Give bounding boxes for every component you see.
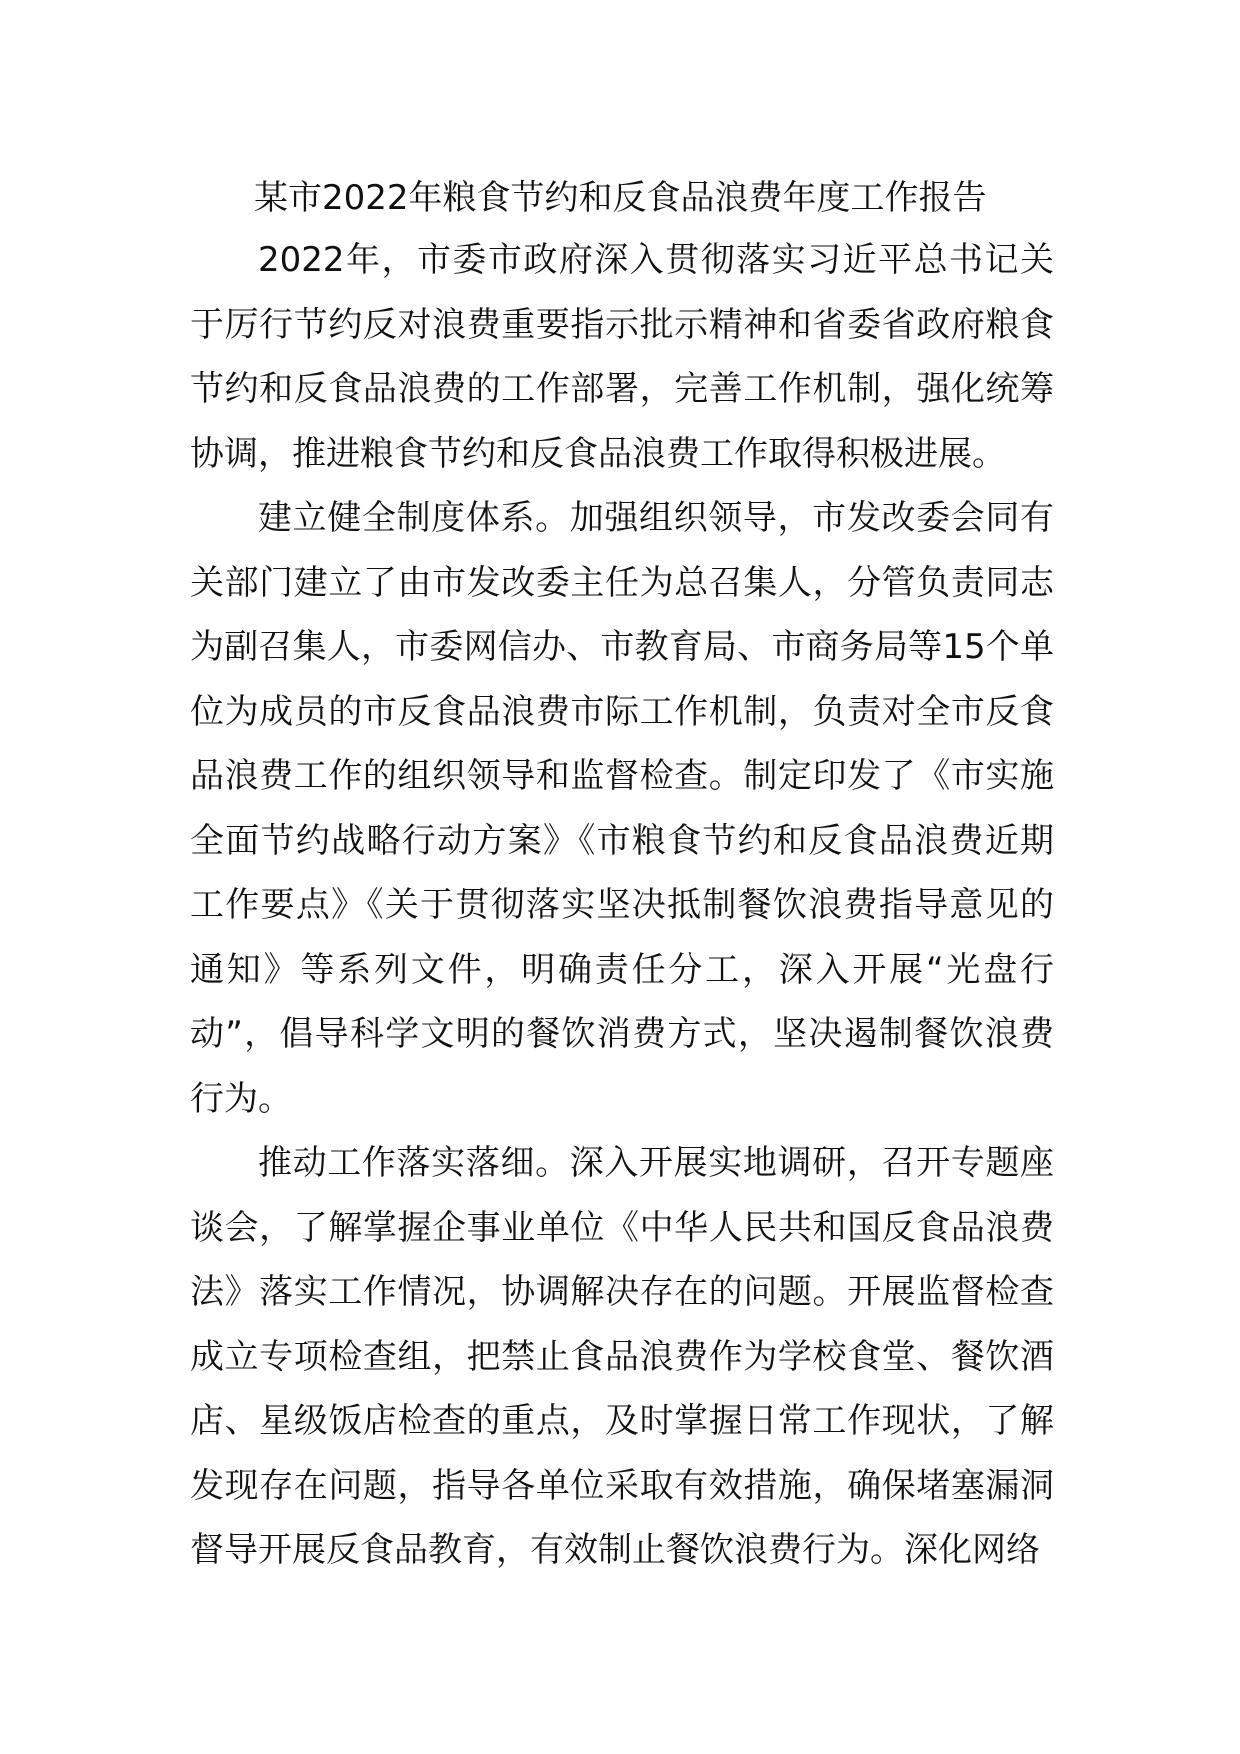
paragraph-intro: 2022年，市委市政府深入贯彻落实习近平总书记关于厉行节约反对浪费重要指示批示精神和省委省政府粮食节约和反食品浪费的工作部署，完善工作机制，强化统筹协调，推进粮食节约和反食品浪费工作取得积极进展。 [190,240,1054,474]
paragraph-system: 建立健全制度体系。加强组织领导，市发改委会同有关部门建立了由市发改委主任为总召集人，分管负责同志为副召集人，市委网信办、市教育局、市商务局等15个单位为成员的市反食品浪费市际工作机制，负责对全市反食品浪费工作的组织领导和监督检查。制定印发了《市实施全面节约战略行动方案》《市粮食节约和反食品浪费近期工作要点》《关于贯彻落实坚决抵制餐饮浪费指导意见的通知》等系列文件，明确责任分工，深入开展“光盘行动”，倡导科学文明的餐饮消费方式，坚决遏制餐饮浪费行为。 [190,498,1054,1119]
paragraph-implementation: 推动工作落实落细。深入开展实地调研，召开专题座谈会，了解掌握企事业单位《中华人民共和国反食品浪费法》落实工作情况，协调解决存在的问题。开展监督检查成立专项检查组，把禁止食品浪费作为学校食堂、餐饮酒店、星级饭店检查的重点，及时掌握日常工作现状，了解发现存在问题，指导各单位采取有效措施，确保堵塞漏洞督导开展反食品教育，有效制止餐饮浪费行为。深化网络 [190,1143,1054,1570]
document-page [190,172,1054,1583]
document-title: 某市2022年粮食节约和反食品浪费年度工作报告 [254,178,987,218]
